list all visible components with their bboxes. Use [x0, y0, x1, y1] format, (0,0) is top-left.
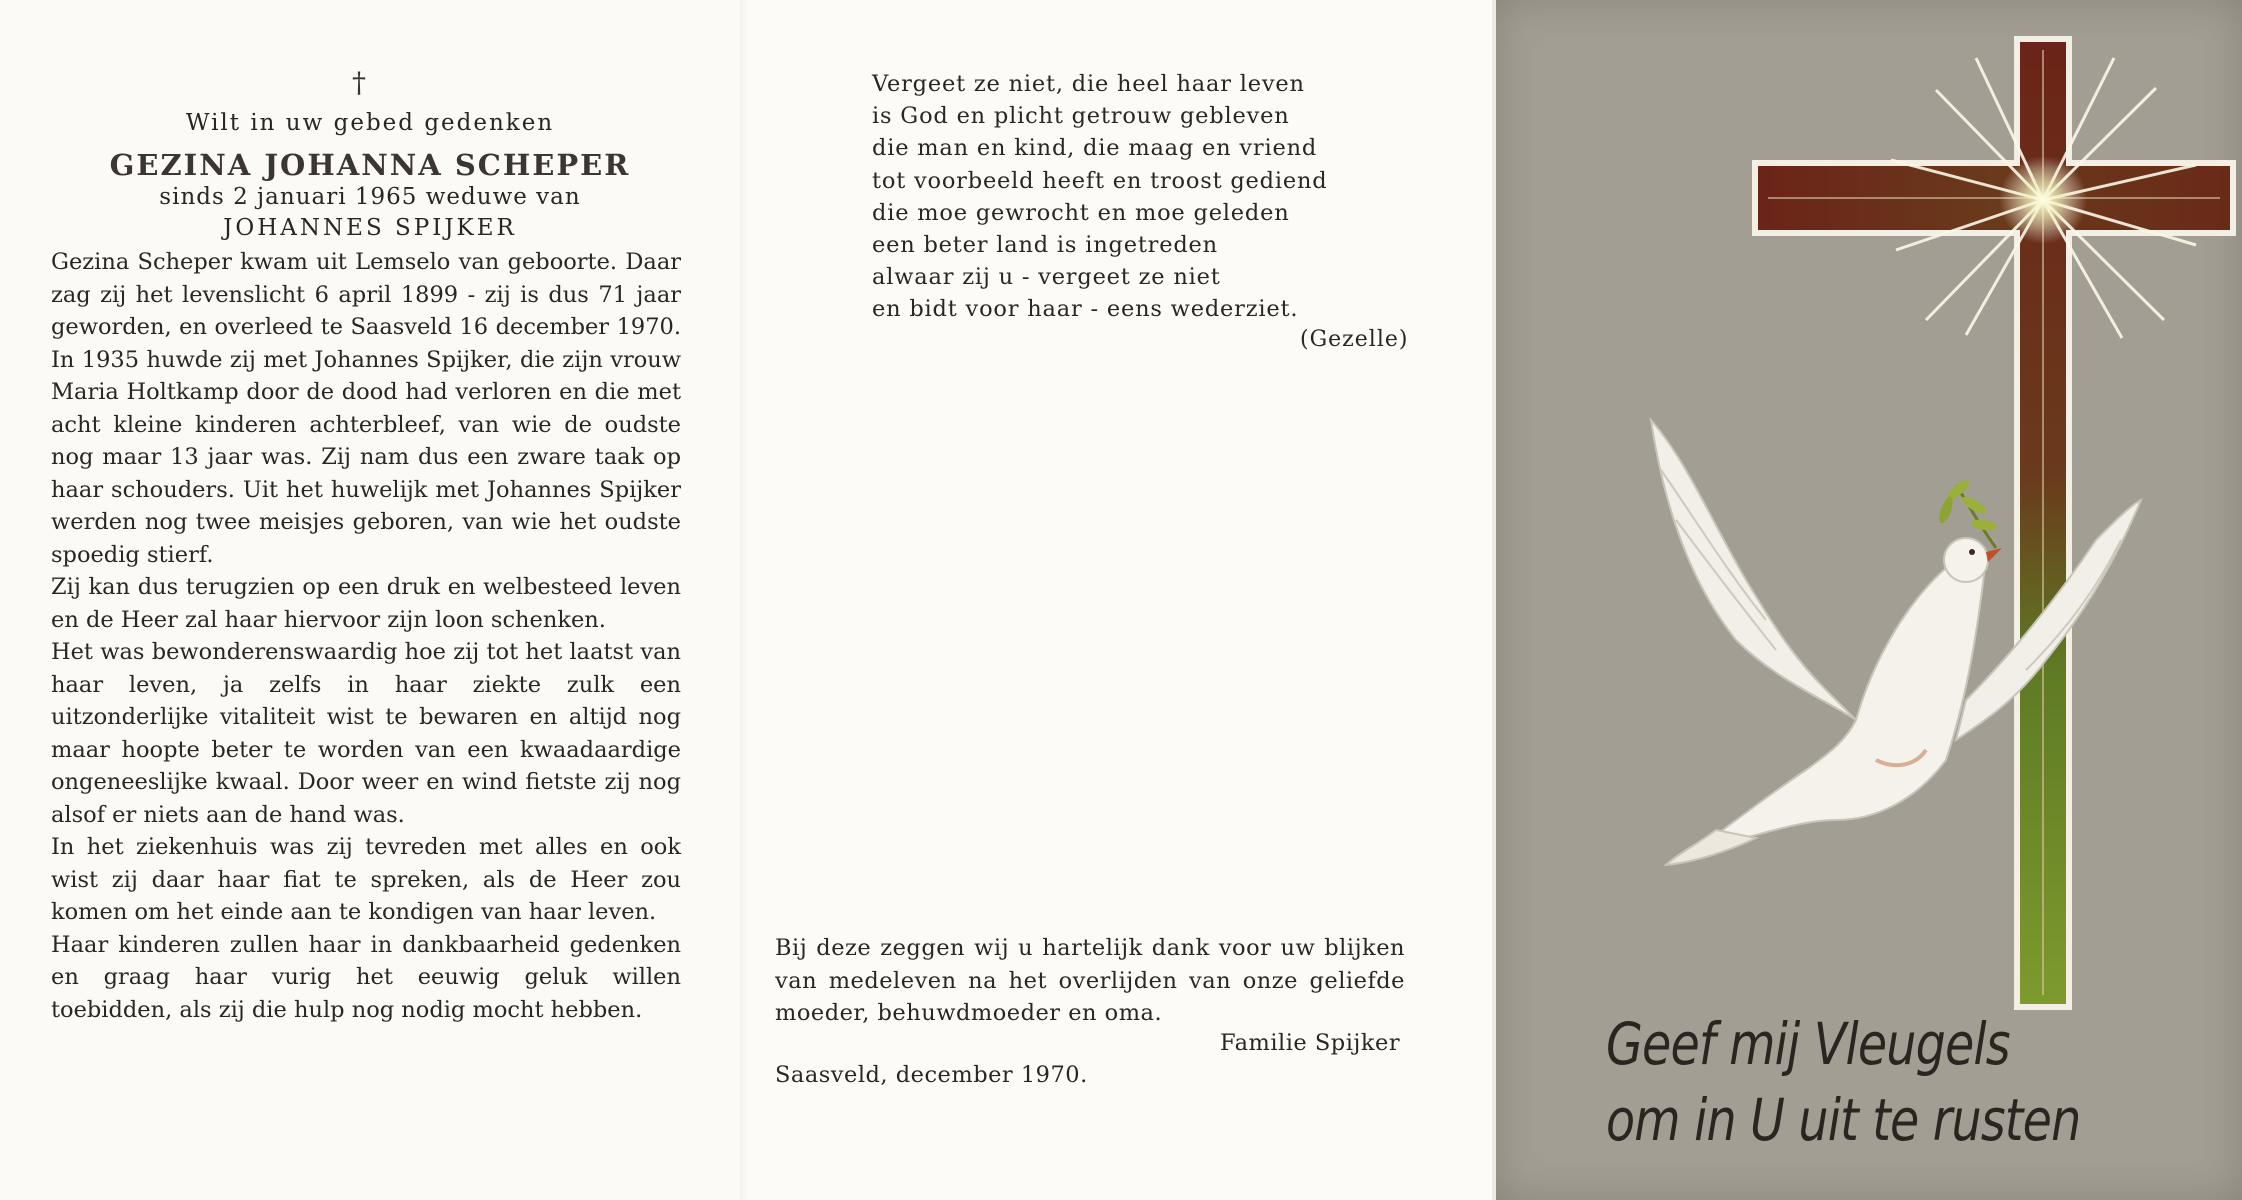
poem-line: alwaar zij u - vergeet ze niet: [872, 264, 1221, 291]
cross-icon: [1752, 36, 2236, 1010]
motto-line-2: om in U uit te rusten: [1606, 1086, 2081, 1154]
poem: [872, 68, 1412, 326]
husband-name: JOHANNES SPIJKER: [223, 215, 517, 241]
glow-icon: [1999, 156, 2087, 244]
poem-line: Vergeet ze niet, die heel haar leven: [872, 71, 1305, 97]
family-signature: Familie Spijker: [1220, 1030, 1401, 1056]
intro-text: Wilt in uw gebed gedenken: [185, 110, 555, 136]
bio-paragraph: Haar kinderen zullen haar in dankbaarheid gedenken en graag haar vurig het eeuwig geluk willen toebidden, als zij die hulp nog nodig mocht hebben.: [51, 931, 681, 1023]
widow-line: sinds 2 januari 1965 weduwe van: [159, 184, 581, 210]
poem-line: tot voorbeeld heeft en troost gediend: [872, 167, 1328, 194]
poem-line: een beter land is ingetreden: [872, 232, 1218, 259]
poem-author: (Gezelle): [1300, 327, 1409, 352]
poem-line: die man en kind, die maag en vriend: [872, 135, 1318, 162]
picture-card: [1496, 0, 2242, 1200]
poem-line: is God en plicht getrouw gebleven: [872, 103, 1290, 130]
fold-line: [740, 0, 748, 1200]
bio-paragraph: Gezina Scheper kwam uit Lemselo van geboorte. Daar zag zij het levenslicht 6 april 1899 - zij is dus 71 jaar geworden, en overleed te Saasveld 16 december 1970. In 1935 huwde zij met Johannes Spijker, die zijn vrouw Maria Holtkamp door de dood had verloren en die met acht kleine kinderen achterbleef, van wie de oudste nog maar 13 jaar was. Zij nam dus een zware taak op haar schouders. Uit het huwelijk met Johannes Spijker werden nog twee meisjes geboren, van wie het oudste spoedig stierf.: [51, 249, 681, 568]
biography: [51, 246, 681, 1026]
place-date: Saasveld, december 1970.: [775, 1062, 1088, 1088]
bio-paragraph: Het was bewonderenswaardig hoe zij tot het laatst van haar leven, ja zelfs in haar ziekte zulk een uitzonderlijke vitaliteit wist te bewaren en altijd nog maar hoopte beter te worden van een kwaadaardige ongeneeslijke kwaal. Door weer en wind fietste zij nog alsof er niets aan de hand was.: [51, 639, 681, 828]
poem-line: die moe gewrocht en moe geleden: [872, 199, 1290, 226]
bio-paragraph: In het ziekenhuis was zij tevreden met alles en ook wist zij daar haar fiat te spreken, als de Heer zou komen om het einde aan te kondigen van haar leven.: [51, 834, 681, 925]
motto-line-1: Geef mij Vleugels: [1606, 1010, 2010, 1078]
cross-symbol: †: [352, 66, 366, 99]
right-panel: [1492, 0, 2242, 1200]
left-panel: [0, 0, 740, 1200]
poem-line: en bidt voor haar - eens wederziet.: [872, 296, 1299, 323]
thanks-text: Bij deze zeggen wij u hartelijk dank voor uw blijken van medeleven na het overlijden van onze geliefde moeder, behuwdmoeder en oma.: [775, 935, 1405, 1026]
bio-paragraph: Zij kan dus terugzien op een druk en welbesteed leven en de Heer zal haar hiervoor zijn loon schenken.: [51, 574, 681, 633]
deceased-name: GEZINA JOHANNA SCHEPER: [109, 148, 631, 182]
